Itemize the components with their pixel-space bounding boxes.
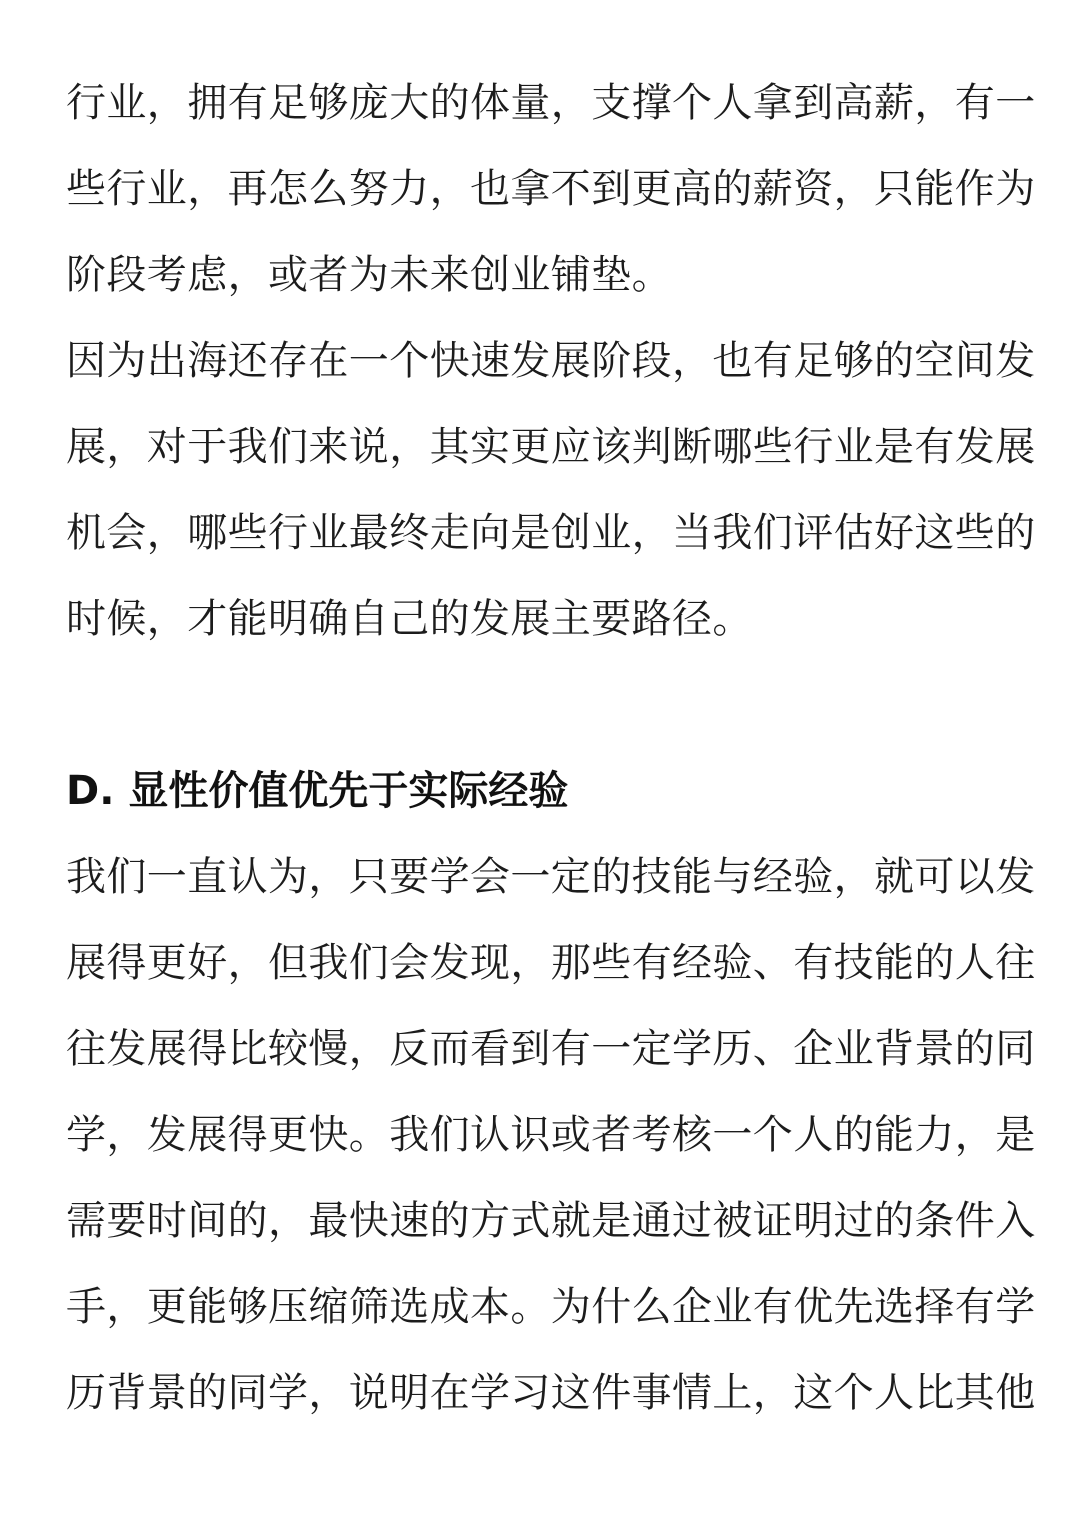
paragraph-spacer xyxy=(66,662,1018,748)
section-heading: D. 显性价值优先于实际经验 xyxy=(66,768,569,814)
text-line: 展，对于我们来说，其实更应该判断哪些行业是有发展 xyxy=(66,424,1036,470)
paragraph xyxy=(66,318,1036,662)
text-line: 行业，拥有足够庞大的体量，支撑个人拿到高薪，有一 xyxy=(66,80,1036,126)
paragraph xyxy=(66,60,1036,318)
text-line: 些行业，再怎么努力，也拿不到更高的薪资，只能作为 xyxy=(66,166,1036,212)
article-body xyxy=(66,60,1036,1436)
text-line: 手，更能够压缩筛选成本。为什么企业有优先选择有学 xyxy=(66,1284,1036,1330)
paragraph xyxy=(66,834,1036,1436)
text-line: 时候，才能明确自己的发展主要路径。 xyxy=(66,596,753,642)
text-line: 需要时间的，最快速的方式就是通过被证明过的条件入 xyxy=(66,1198,1036,1244)
text-line: 我们一直认为，只要学会一定的技能与经验，就可以发 xyxy=(66,854,1036,900)
text-line: 因为出海还存在一个快速发展阶段，也有足够的空间发 xyxy=(66,338,1036,384)
text-line: 阶段考虑，或者为未来创业铺垫。 xyxy=(66,252,672,298)
text-line: 往发展得比较慢，反而看到有一定学历、企业背景的同 xyxy=(66,1026,1036,1072)
text-line: 学，发展得更快。我们认识或者考核一个人的能力，是 xyxy=(66,1112,1036,1158)
text-line: 机会，哪些行业最终走向是创业，当我们评估好这些的 xyxy=(66,510,1036,556)
text-line: 历背景的同学，说明在学习这件事情上，这个人比其他 xyxy=(66,1370,1036,1416)
text-line: 展得更好，但我们会发现，那些有经验、有技能的人往 xyxy=(66,940,1036,986)
